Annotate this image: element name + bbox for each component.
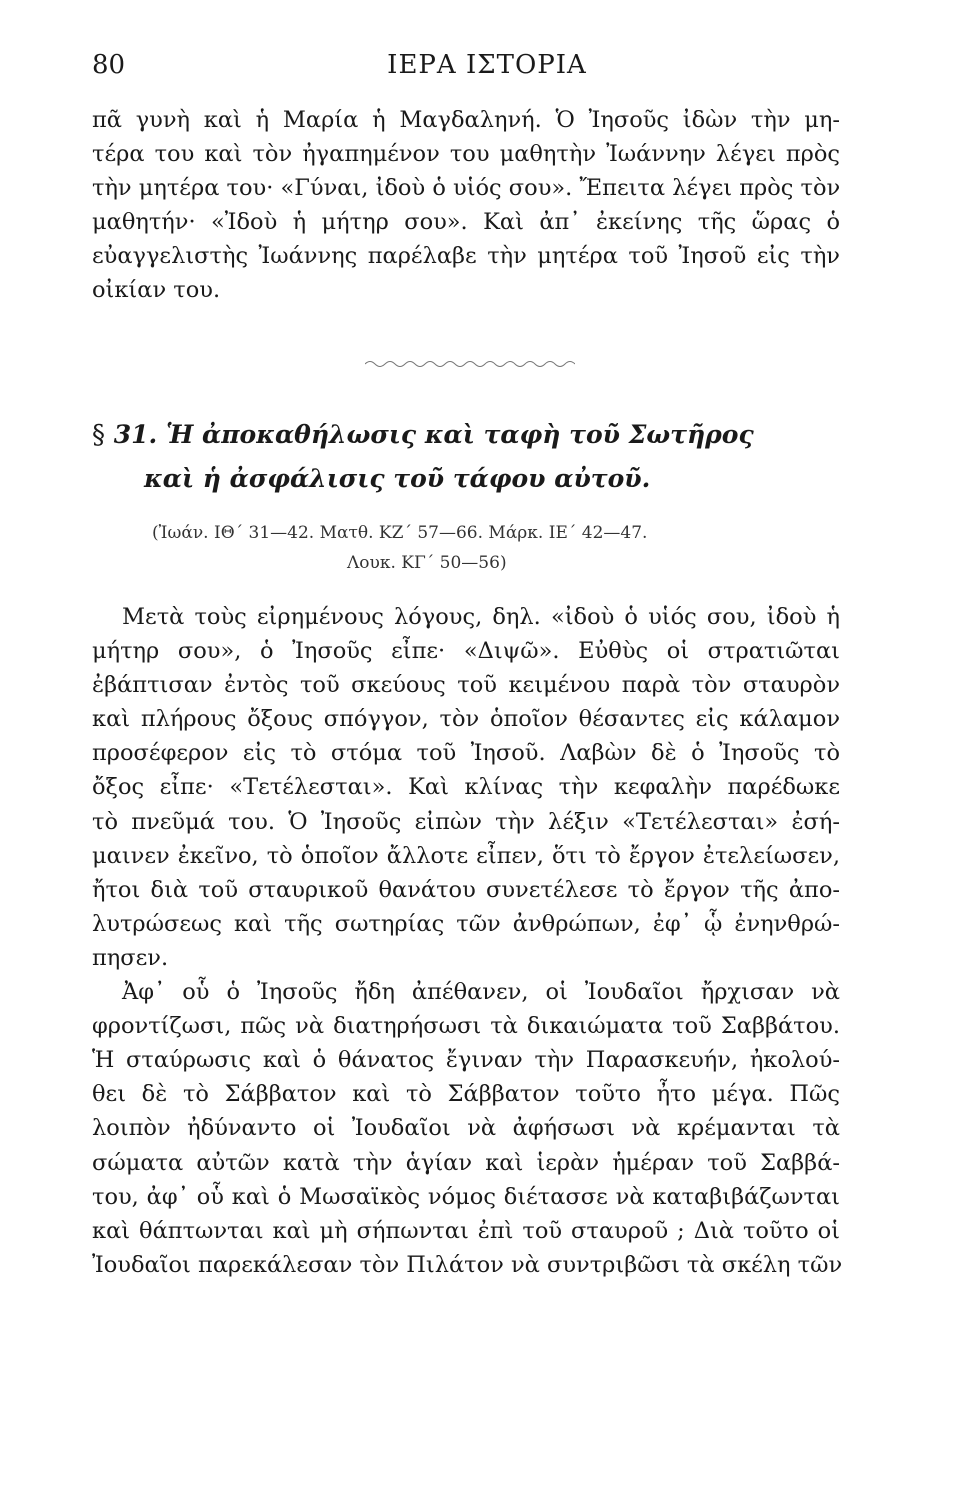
running-head: ΙΕΡΑ ΙΣΤΟΡΙΑ	[387, 50, 587, 80]
text-line: Ἀφ᾽ οὗ ὁ Ἰησοῦς ἤδη ἀπέθανεν, οἱ Ἰουδαῖοι ἤρχισαν νὰ	[122, 979, 840, 1006]
text-line: ὄξος εἶπε· «Τετέλεσται». Καὶ κλίνας τὴν κεφαλὴν παρέδωκε	[92, 774, 840, 801]
text-line: ἤτοι διὰ τοῦ σταυρικοῦ θανάτου συνετέλεσε τὸ ἔργον τῆς ἀπο-	[92, 876, 840, 903]
text-line: καὶ θάπτωνται καὶ μὴ σήπωνται ἐπὶ τοῦ σταυροῦ ; Διὰ τοῦτο οἱ	[92, 1217, 840, 1244]
wavy-divider	[365, 358, 575, 370]
text-line: μαθητήν· «Ἰδοὺ ἡ μήτηρ σου». Καὶ ἀπ᾽ ἐκείνης τῆς ὥρας ὁ	[92, 209, 840, 236]
page-number: 80	[92, 50, 126, 80]
text-line: Ἡ σταύρωσις καὶ ὁ θάνατος ἔγιναν τὴν Παρασκευήν, ἠκολού-	[92, 1047, 840, 1074]
text-line: τὴν μητέρα του· «Γύναι, ἰδοὺ ὁ υἱός σου». Ἔπειτα λέγει πρὸς τὸν	[92, 175, 841, 202]
text-line: τὸ πνεῦμά του. Ὁ Ἰησοῦς εἰπὼν τὴν λέξιν «Τετέλεσται» ἐσή-	[92, 808, 840, 835]
text-line: ἐβάπτισαν ἐντὸς τοῦ σκεύους τοῦ κειμένου παρὰ τὸν σταυρὸν	[92, 672, 840, 699]
text-line: λοιπὸν ἠδύναντο οἱ Ἰουδαῖοι νὰ ἀφήσωσι νὰ κρέμανται τὰ	[92, 1115, 840, 1142]
page-header	[92, 50, 882, 100]
section-title-line-2: καὶ ἡ ἀσφάλισις τοῦ τάφου αὐτοῦ.	[144, 464, 651, 493]
scripture-references	[92, 518, 882, 578]
text-line: σώματα αὐτῶν κατὰ τὴν ἁγίαν καὶ ἱερὰν ἡμέραν τοῦ Σαββά-	[92, 1149, 840, 1176]
text-line: Μετὰ τοὺς εἰρημένους λόγους, δηλ. «ἰδοὺ ὁ υἱός σου, ἰδοὺ ἡ	[122, 604, 840, 630]
section-symbol: §	[92, 420, 105, 450]
text-line: πησεν.	[92, 944, 169, 971]
text-line: οἰκίαν του.	[92, 277, 221, 304]
text-line: Ἰουδαῖοι παρεκάλεσαν τὸν Πιλάτον νὰ συντριβῶσι τὰ σκέλη τῶν	[92, 1251, 843, 1278]
text-line: τέρα του καὶ τὸν ἠγαπημένον του μαθητὴν Ἰωάννην λέγει πρὸς	[92, 141, 840, 168]
top-paragraph	[92, 103, 840, 308]
text-line: μαινεν ἐκεῖνο, τὸ ὁποῖον ἄλλοτε εἶπεν, ὅτι τὸ ἔργον ἐτελείωσεν,	[92, 842, 840, 869]
text-line: μήτηρ σου», ὁ Ἰησοῦς εἶπε· «Διψῶ». Εὐθὺς οἱ στρατιῶται	[92, 638, 840, 665]
section-heading	[92, 413, 882, 501]
text-line: πᾶ γυνὴ καὶ ἡ Μαρία ἡ Μαγδαληνή. Ὁ Ἰησοῦς ἰδὼν τὴν μη-	[92, 107, 840, 133]
section-title-text-1: Ἡ ἀποκαθήλωσις καὶ ταφὴ τοῦ Σωτῆρος	[165, 420, 754, 449]
section-title-line-1	[92, 413, 882, 457]
text-line: θει δὲ τὸ Σάββατον καὶ τὸ Σάββατον τοῦτο ἦτο μέγα. Πῶς	[92, 1081, 840, 1108]
text-line: του, ἀφ᾽ οὗ καὶ ὁ Μωσαϊκὸς νόμος διέτασσε νὰ καταβιβάζωνται	[92, 1183, 840, 1210]
text-line: λυτρώσεως καὶ τῆς σωτηρίας τῶν ἀνθρώπων, ἐφ᾽ ᾧ ἐνηνθρώ-	[92, 910, 840, 937]
text-line: φροντίζωσι, πῶς νὰ διατηρήσωσι τὰ δικαιώματα τοῦ Σαββάτου.	[92, 1013, 840, 1040]
text-line: εὐαγγελιστὴς Ἰωάννης παρέλαβε τὴν μητέρα τοῦ Ἰησοῦ εἰς τὴν	[92, 243, 840, 270]
body-text	[92, 600, 843, 1282]
text-line: προσέφερον εἰς τὸ στόμα τοῦ Ἰησοῦ. Λαβὼν δὲ ὁ Ἰησοῦς τὸ	[92, 740, 840, 767]
references-line-2: Λουκ. ΚΓ΄ 50—56)	[347, 553, 507, 573]
text-line: καὶ πλήρους ὄξους σπόγγον, τὸν ὁποῖον θέσαντες εἰς κάλαμον	[92, 706, 840, 733]
references-line-1: (Ἰωάν. ΙΘ΄ 31—42. Ματθ. ΚΖ΄ 57—66. Μάρκ. ΙΕ΄ 42—47.	[152, 523, 648, 543]
section-number: 31.	[113, 420, 158, 449]
